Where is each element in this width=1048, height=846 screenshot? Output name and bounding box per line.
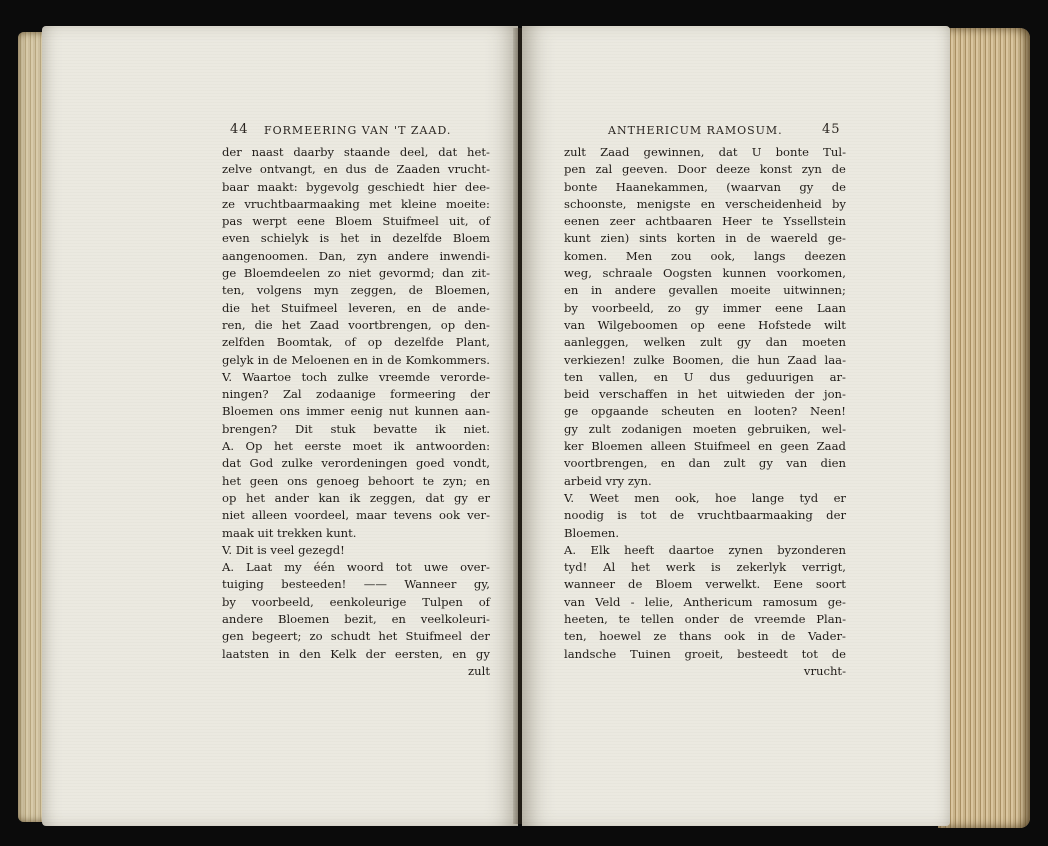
text-line: die het Stuifmeel leveren, en de ande- <box>222 300 490 315</box>
body-text <box>222 144 490 680</box>
text-line: weg, schraale Oogsten kunnen voorkomen, <box>564 266 846 281</box>
text-line: andere Bloemen bezit, en veelkoleuri- <box>222 612 490 627</box>
text-line: ningen? Zal zodaanige formeering der <box>222 387 490 402</box>
text-line: aangenoomen. Dan, zyn andere inwendi- <box>222 248 490 263</box>
text-line: zult Zaad gewinnen, dat U bonte Tul- <box>564 145 846 159</box>
text-line: bonte Haanekammen, (waarvan gy de <box>564 179 846 194</box>
text-line: eenen zeer achtbaaren Heer te Yssellstein <box>564 214 846 229</box>
text-line: verkiezen! zulke Boomen, die hun Zaad laa- <box>564 352 846 367</box>
text-line: maak uit trekken kunt. <box>222 525 357 540</box>
text-line: even schielyk is het in dezelfde Bloem <box>222 231 490 246</box>
right-page <box>522 26 950 826</box>
text-line: by voorbeeld, zo gy immer eene Laan <box>564 300 846 315</box>
text-line: gelyk in de Meloenen en in de Komkommers. <box>222 352 490 367</box>
text-line: voortbrengen, en dan zult gy van dien <box>564 456 846 471</box>
text-line: kunt zien) sints korten in de waereld ge- <box>564 231 846 246</box>
text-line: tuiging besteeden! —— Wanneer gy, <box>222 577 490 592</box>
page-number: 45 <box>822 122 841 137</box>
text-line: aanleggen, welken zult gy dan moeten <box>564 335 846 350</box>
text-line: van Wilgeboomen op eene Hofstede wilt <box>564 317 846 332</box>
text-line: tyd! Al het werk is zekerlyk verrigt, <box>564 560 846 575</box>
text-line: vrucht- <box>803 663 846 678</box>
text-line: ten, volgens myn zeggen, de Bloemen, <box>222 283 490 298</box>
running-head: ANTHERICUM RAMOSUM. <box>608 124 783 137</box>
text-line: niet alleen voordeel, maar tevens ook ver- <box>222 508 490 523</box>
text-line: pen zal geeven. Door deeze konst zyn de <box>564 162 846 177</box>
text-line: ge opgaande scheuten en looten? Neen! <box>564 404 846 419</box>
text-line: ge Bloemdeelen zo niet gevormd; dan zit- <box>222 266 490 281</box>
text-line: V. Dit is veel gezegd! <box>222 542 345 557</box>
text-line: brengen? Dit stuk bevatte ik niet. <box>222 421 490 436</box>
left-page <box>42 26 518 826</box>
open-book <box>10 14 1040 834</box>
page-edges-right <box>938 28 1030 828</box>
text-line: by voorbeeld, eenkoleurige Tulpen of <box>222 594 490 609</box>
text-line: op het ander kan ik zeggen, dat gy er <box>222 490 490 505</box>
text-line: Bloemen. <box>564 525 620 540</box>
text-line: heeten, te tellen onder de vreemde Plan- <box>564 612 846 627</box>
text-line: ten, hoewel ze thans ook in de Vader- <box>564 629 846 644</box>
text-line: gen begeert; zo schudt het Stuifmeel der <box>222 629 490 644</box>
text-line: ker Bloemen alleen Stuifmeel en geen Zaad <box>564 439 846 454</box>
body-text <box>564 144 846 680</box>
text-line: baar maakt: bygevolg geschiedt hier dee- <box>222 179 490 194</box>
text-line: A. Elk heeft daartoe zynen byzonderen <box>564 542 846 557</box>
text-line: beid verschaffen in het uitwieden der jon- <box>564 387 846 402</box>
text-line: ze vruchtbaarmaaking met kleine moeite: <box>222 196 490 211</box>
text-line: komen. Men zou ook, langs deezen <box>564 248 846 263</box>
running-head: FORMEERING VAN 'T ZAAD. <box>264 124 452 137</box>
text-line: Bloemen ons immer eenig nut kunnen aan- <box>222 404 490 419</box>
page-number: 44 <box>230 122 249 137</box>
text-line: A. Laat my één woord tot uwe over- <box>222 560 490 575</box>
text-line: noodig is tot de vruchtbaarmaaking der <box>564 508 846 523</box>
text-line: ten vallen, en U dus geduurigen ar- <box>564 369 846 384</box>
text-line: en in andere gevallen moeite uitwinnen; <box>564 283 846 298</box>
text-line: het geen ons genoeg behoort te zyn; en <box>222 473 490 488</box>
text-line: A. Op het eerste moet ik antwoorden: <box>222 439 490 454</box>
text-line: pas werpt eene Bloem Stuifmeel uit, of <box>222 214 490 229</box>
text-line: wanneer de Bloem verwelkt. Eene soort <box>564 577 846 592</box>
text-line: arbeid vry zyn. <box>564 473 652 488</box>
text-line: zelve ontvangt, en dus de Zaaden vrucht- <box>222 162 490 177</box>
text-line: V. Waartoe toch zulke vreemde verorde- <box>222 369 490 384</box>
text-line: landsche Tuinen groeit, besteedt tot de <box>564 646 846 661</box>
text-line: der naast daarby staande deel, dat het- <box>222 145 490 159</box>
text-line: zult <box>468 663 490 678</box>
text-line: zelfden Boomtak, of op dezelfde Plant, <box>222 335 490 350</box>
text-line: dat God zulke verordeningen goed vondt, <box>222 456 490 471</box>
text-line: V. Weet men ook, hoe lange tyd er <box>564 490 846 505</box>
text-line: van Veld - lelie, Anthericum ramosum ge- <box>564 594 846 609</box>
text-line: schoonste, menigste en verscheidenheid by <box>564 196 846 211</box>
text-line: gy zult zodanigen moeten gebruiken, wel- <box>564 421 846 436</box>
text-line: laatsten in den Kelk der eersten, en gy <box>222 646 490 661</box>
text-line: ren, die het Zaad voortbrengen, op den- <box>222 317 490 332</box>
